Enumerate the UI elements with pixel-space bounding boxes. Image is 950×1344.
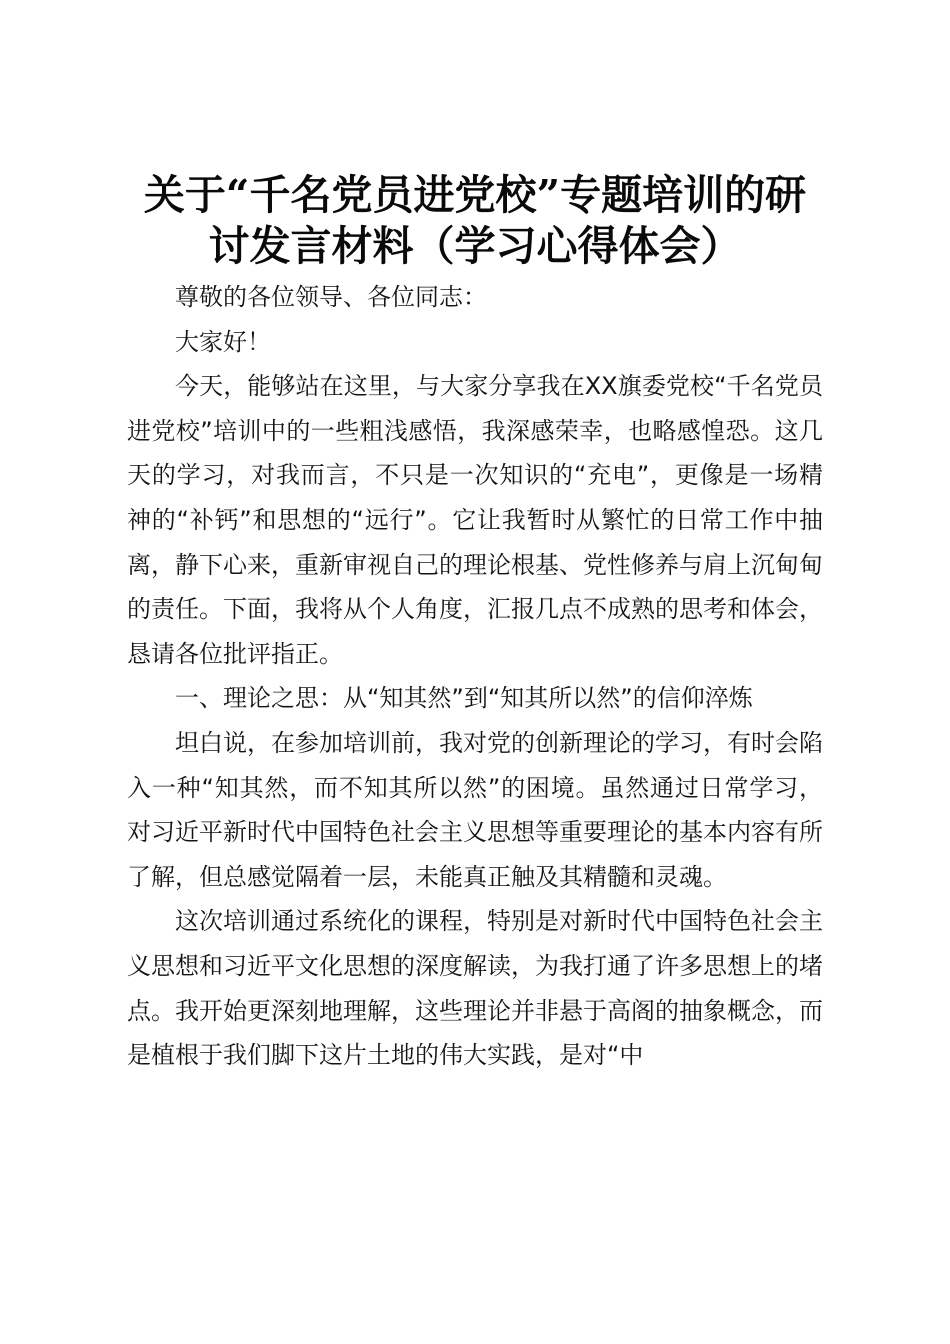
document-body [127, 275, 823, 1078]
body-paragraph: 这次培训通过系统化的课程，特别是对新时代中国特色社会主义思想和习近平文化思想的深度解读，为我打通了许多思想上的堵点。我开始更深刻地理解，这些理论并非悬于高阁的抽象概念，而是植根于我们脚下这片土地的伟大实践，是对“中 [127, 907, 823, 1070]
section-heading: 一、理论之思：从“知其然”到“知其所以然”的信仰淬炼 [175, 684, 753, 713]
body-paragraph: 今天，能够站在这里，与大家分享我在XX旗委党校“千名党员进党校”培训中的一些粗浅感悟，我深感荣幸，也略感惶恐。这几天的学习，对我而言，不只是一次知识的“充电”，更像是一场精神的“补钙”和思想的“远行”。它让我暂时从繁忙的日常工作中抽离，静下心来，重新审视自己的理论根基、党性修养与肩上沉甸甸的责任。下面，我将从个人角度，汇报几点不成熟的思考和体会，恳请各位批评指正。 [127, 372, 823, 668]
body-paragraph: 坦白说，在参加培训前，我对党的创新理论的学习，有时会陷入一种“知其然，而不知其所以然”的困境。虽然通过日常学习，对习近平新时代中国特色社会主义思想等重要理论的基本内容有所了解，但总感觉隔着一层，未能真正触及其精髓和灵魂。 [127, 728, 823, 891]
document-title [100, 170, 850, 272]
salutation: 尊敬的各位领导、各位同志： [175, 283, 487, 311]
title-line-2: 讨发言材料（学习心得体会） [208, 222, 742, 270]
greeting: 大家好！ [175, 327, 271, 356]
title-line-1: 关于“千名党员进党校”专题培训的研 [143, 171, 807, 219]
